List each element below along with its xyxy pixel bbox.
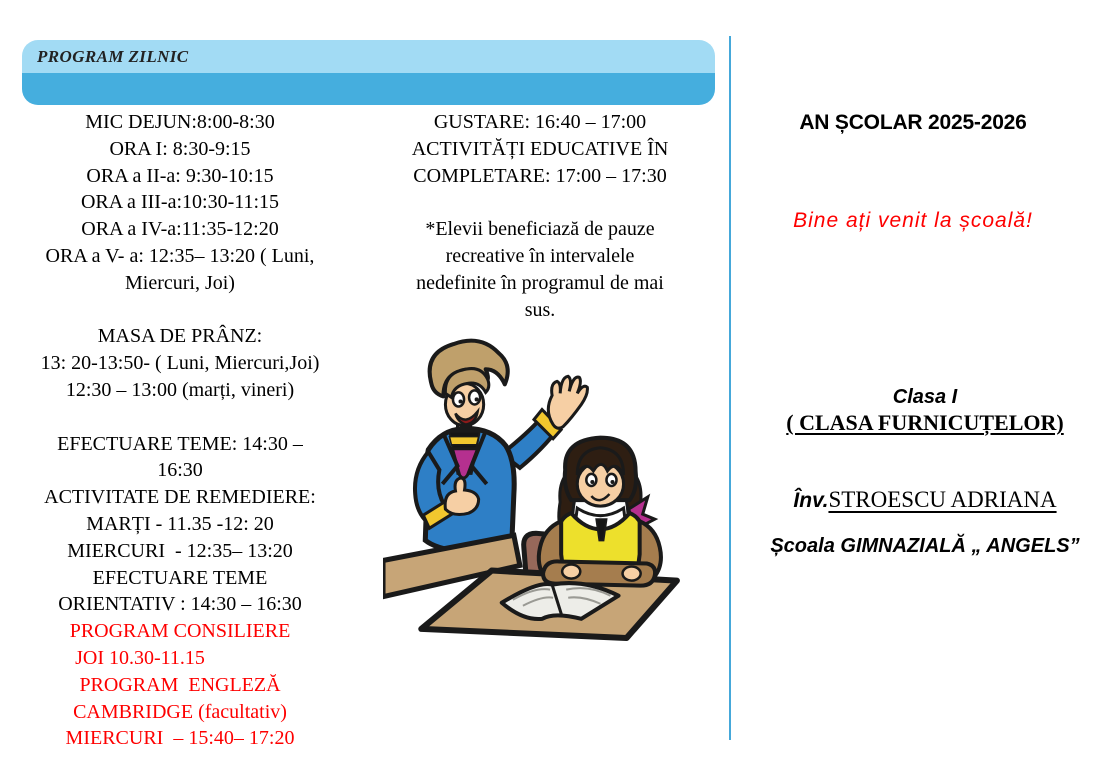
schedule-line: ORA a II-a: 9:30-10:15 xyxy=(86,164,274,187)
schedule-line: COMPLETARE: 17:00 – 17:30 xyxy=(413,164,667,187)
banner-title: PROGRAM ZILNIC xyxy=(37,46,189,66)
schedule-line: PROGRAM ENGLEZĂ xyxy=(79,673,281,696)
schedule-line: MASA DE PRÂNZ: xyxy=(97,325,263,348)
schedule-line: ACTIVITATE DE REMEDIERE: xyxy=(44,486,316,509)
schedule-line: ORIENTATIV : 14:30 – 16:30 xyxy=(58,593,302,616)
teacher-student-clipart xyxy=(383,331,690,643)
schedule-line: MIC DEJUN:8:00-8:30 xyxy=(85,111,275,133)
schedule-line: 16:30 xyxy=(157,459,203,482)
schedule-line: ACTIVITĂȚI EDUCATIVE ÎN xyxy=(411,137,669,160)
banner-top-band xyxy=(22,40,715,73)
schedule-middle-column xyxy=(368,109,712,323)
schedule-line: JOI 10.30-11.15 xyxy=(75,646,205,669)
schedule-line: MIERCURI – 15:40– 17:20 xyxy=(65,727,295,750)
class-nickname-line: ( CLASA FURNICUȚELOR) xyxy=(786,410,1064,435)
schedule-line xyxy=(6,297,354,324)
schedule-line: MIERCURI - 12:35– 13:20 xyxy=(67,539,293,562)
schedule-line: MARȚI - 11.35 -12: 20 xyxy=(86,512,274,535)
vertical-divider xyxy=(729,36,731,740)
schedule-left-column xyxy=(6,109,354,752)
schedule-line: ORA a III-a:10:30-11:15 xyxy=(80,191,280,214)
welcome-message: Bine ați venit la școală! xyxy=(793,209,1033,232)
schedule-line: GUSTARE: 16:40 – 17:00 xyxy=(433,111,647,133)
schedule-line: ORA I: 8:30-9:15 xyxy=(109,137,251,160)
teacher-student-clipart-svg xyxy=(383,331,690,643)
class-block xyxy=(755,384,1095,436)
program-banner xyxy=(22,40,715,105)
banner-bottom-band xyxy=(22,73,715,105)
schedule-line: *Elevii beneficiază de pauze xyxy=(425,218,655,241)
schedule-line: sus. xyxy=(524,298,556,321)
schedule-line: PROGRAM CONSILIERE xyxy=(69,620,291,643)
schedule-line: CAMBRIDGE (facultativ) xyxy=(73,700,287,723)
schedule-line: EFECTUARE TEME xyxy=(92,566,268,589)
schedule-line: 13: 20-13:50- ( Luni, Miercuri,Joi) xyxy=(40,352,320,375)
schedule-line xyxy=(6,404,354,431)
school-year-heading: AN ȘCOLAR 2025-2026 xyxy=(799,111,1027,134)
teacher-name: STROESCU ADRIANA xyxy=(828,487,1057,512)
teacher-label: Înv. xyxy=(793,489,829,512)
schedule-line xyxy=(368,189,712,216)
class-name-line: Clasa I xyxy=(892,386,958,408)
teacher-line xyxy=(755,487,1095,513)
schedule-line: 12:30 – 13:00 (marți, vineri) xyxy=(65,378,295,401)
schedule-line: Miercuri, Joi) xyxy=(125,271,235,294)
schedule-line: ORA a IV-a:11:35-12:20 xyxy=(81,218,279,241)
schedule-line: ORA a V- a: 12:35– 13:20 ( Luni, xyxy=(45,244,315,267)
school-name: Școala GIMNAZIALĂ „ ANGELS” xyxy=(770,535,1080,557)
schedule-line: recreative în intervalele xyxy=(445,244,635,267)
schedule-line: nedefinite în programul de mai xyxy=(416,271,664,294)
schedule-line: EFECTUARE TEME: 14:30 – xyxy=(57,432,303,455)
